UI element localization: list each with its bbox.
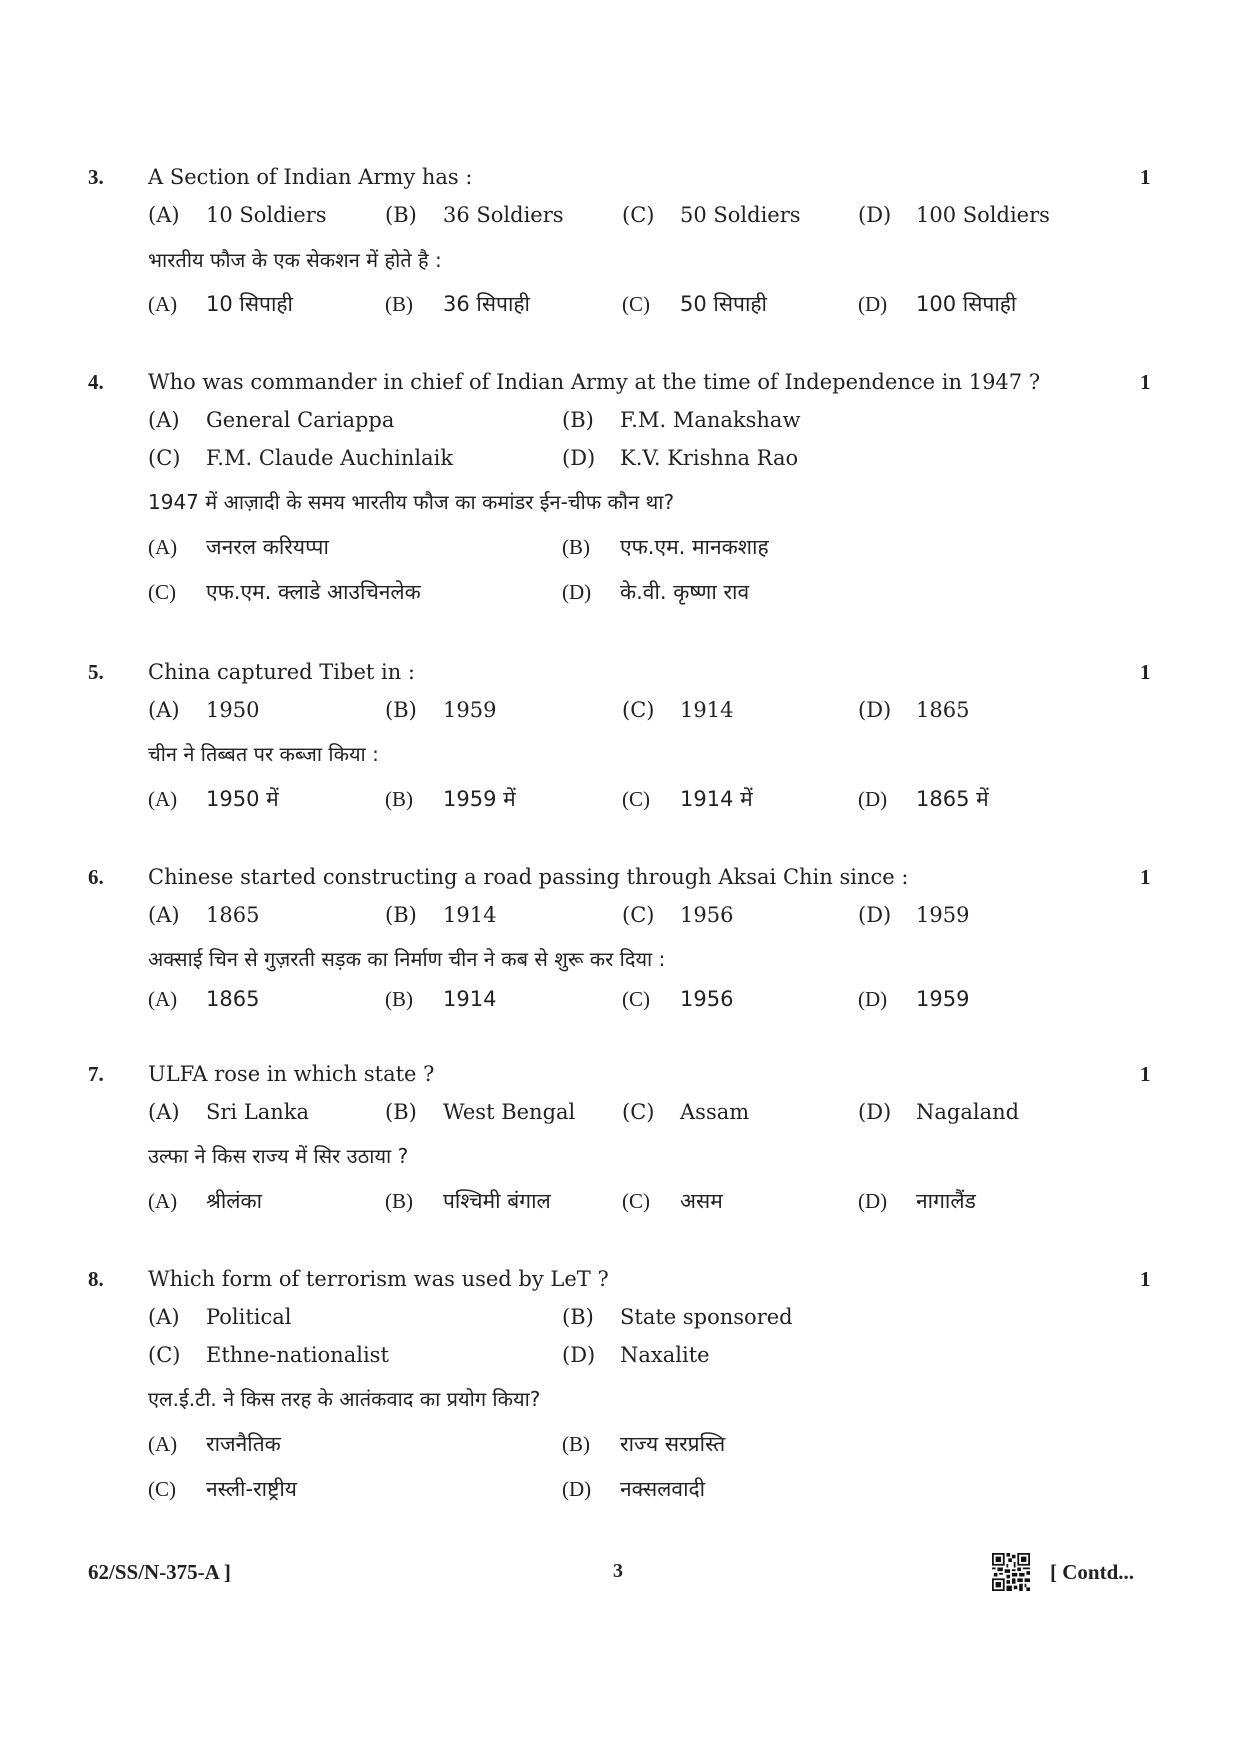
option-a: (A) Sri Lanka bbox=[148, 1100, 310, 1124]
option-b: (B) 1959 bbox=[385, 698, 497, 722]
option-c-hi: (C) 1914 में bbox=[622, 787, 753, 811]
question-marks: 1 bbox=[1140, 165, 1151, 189]
option-b-hi: (B) एफ.एम. मानकशाह bbox=[562, 535, 769, 559]
option-a: (A) Political bbox=[148, 1305, 292, 1329]
option-d-hi: (D) नक्सलवादी bbox=[562, 1477, 706, 1501]
option-b-hi: (B) 36 सिपाही bbox=[385, 292, 530, 316]
question-number: 6. bbox=[88, 865, 104, 889]
option-a-hi: (A) 10 सिपाही bbox=[148, 292, 293, 316]
question-text-hi: चीन ने तिब्बत पर कब्जा किया : bbox=[148, 742, 379, 766]
question-marks: 1 bbox=[1140, 370, 1151, 394]
option-a: (A) 1865 bbox=[148, 903, 260, 927]
option-c: (C) 50 Soldiers bbox=[622, 203, 801, 227]
question-marks: 1 bbox=[1140, 865, 1151, 889]
option-d: (D) 100 Soldiers bbox=[858, 203, 1050, 227]
question-marks: 1 bbox=[1140, 1062, 1151, 1086]
question-marks: 1 bbox=[1140, 660, 1151, 684]
question-text-hi: भारतीय फौज के एक सेकशन में होते है : bbox=[148, 248, 442, 272]
option-c-hi: (C) 1956 bbox=[622, 987, 734, 1011]
option-c-hi: (C) एफ.एम. क्लाडे आउचिनलेक bbox=[148, 580, 421, 604]
option-a-hi: (A) राजनैतिक bbox=[148, 1432, 281, 1456]
option-d: (D) K.V. Krishna Rao bbox=[562, 446, 799, 470]
question-text-en: ULFA rose in which state ? bbox=[148, 1062, 435, 1086]
option-b-hi: (B) 1959 में bbox=[385, 787, 516, 811]
question-number: 7. bbox=[88, 1062, 104, 1086]
option-b-hi: (B) राज्य सरप्रस्ति bbox=[562, 1432, 726, 1456]
question-number: 5. bbox=[88, 660, 104, 684]
option-b-hi: (B) 1914 bbox=[385, 987, 497, 1011]
qr-code-icon bbox=[992, 1553, 1030, 1591]
option-b: (B) F.M. Manakshaw bbox=[562, 408, 801, 432]
option-b: (B) 36 Soldiers bbox=[385, 203, 564, 227]
question-text-hi: अक्साई चिन से गुज़रती सड़क का निर्माण चीन ने कब से शुरू कर दिया : bbox=[148, 947, 666, 971]
option-c: (C) Assam bbox=[622, 1100, 750, 1124]
question-text-en: China captured Tibet in : bbox=[148, 660, 416, 684]
question-text-en: A Section of Indian Army has : bbox=[148, 165, 473, 189]
option-a: (A) 10 Soldiers bbox=[148, 203, 327, 227]
option-d-hi: (D) 1959 bbox=[858, 987, 970, 1011]
question-number: 4. bbox=[88, 370, 104, 394]
question-number: 8. bbox=[88, 1267, 104, 1291]
question-text-en: Which form of terrorism was used by LeT ? bbox=[148, 1267, 609, 1291]
option-d: (D) 1959 bbox=[858, 903, 970, 927]
option-b: (B) West Bengal bbox=[385, 1100, 576, 1124]
question-text-en: Chinese started constructing a road passing through Aksai Chin since : bbox=[148, 865, 909, 889]
option-d-hi: (D) के.वी. कृष्णा राव bbox=[562, 580, 750, 604]
question-text-hi: एल.ई.टी. ने किस तरह के आतंकवाद का प्रयोग किया? bbox=[148, 1387, 541, 1411]
option-b: (B) State sponsored bbox=[562, 1305, 793, 1329]
question-number: 3. bbox=[88, 165, 104, 189]
option-c-hi: (C) नस्ली-राष्ट्रीय bbox=[148, 1477, 297, 1501]
option-a: (A) General Cariappa bbox=[148, 408, 395, 432]
option-d-hi: (D) 100 सिपाही bbox=[858, 292, 1017, 316]
option-d-hi: (D) 1865 में bbox=[858, 787, 989, 811]
option-a-hi: (A) जनरल करियप्पा bbox=[148, 535, 329, 559]
option-a-hi: (A) 1865 bbox=[148, 987, 260, 1011]
page-number: 3 bbox=[613, 1560, 623, 1582]
question-text-hi: उल्फा ने किस राज्य में सिर उठाया ? bbox=[148, 1144, 409, 1168]
paper-code: 62/SS/N-375-A ] bbox=[88, 1560, 231, 1584]
option-d: (D) Naxalite bbox=[562, 1343, 710, 1367]
option-d: (D) Nagaland bbox=[858, 1100, 1020, 1124]
question-text-hi: 1947 में आज़ादी के समय भारतीय फौज का कमांडर ईन-चीफ कौन था? bbox=[148, 490, 675, 514]
option-d: (D) 1865 bbox=[858, 698, 970, 722]
option-c: (C) Ethne-nationalist bbox=[148, 1343, 389, 1367]
option-a: (A) 1950 bbox=[148, 698, 260, 722]
option-c: (C) 1914 bbox=[622, 698, 734, 722]
option-d-hi: (D) नागालैंड bbox=[858, 1189, 976, 1213]
question-text-en: Who was commander in chief of Indian Army at the time of Independence in 1947 ? bbox=[148, 370, 1041, 394]
option-c: (C) F.M. Claude Auchinlaik bbox=[148, 446, 454, 470]
option-a-hi: (A) श्रीलंका bbox=[148, 1189, 263, 1213]
option-b-hi: (B) पश्चिमी बंगाल bbox=[385, 1189, 551, 1213]
option-c: (C) 1956 bbox=[622, 903, 734, 927]
continued-label: [ Contd... bbox=[1050, 1560, 1135, 1584]
option-c-hi: (C) 50 सिपाही bbox=[622, 292, 767, 316]
option-a-hi: (A) 1950 में bbox=[148, 787, 279, 811]
question-marks: 1 bbox=[1140, 1267, 1151, 1291]
option-c-hi: (C) असम bbox=[622, 1189, 723, 1213]
option-b: (B) 1914 bbox=[385, 903, 497, 927]
